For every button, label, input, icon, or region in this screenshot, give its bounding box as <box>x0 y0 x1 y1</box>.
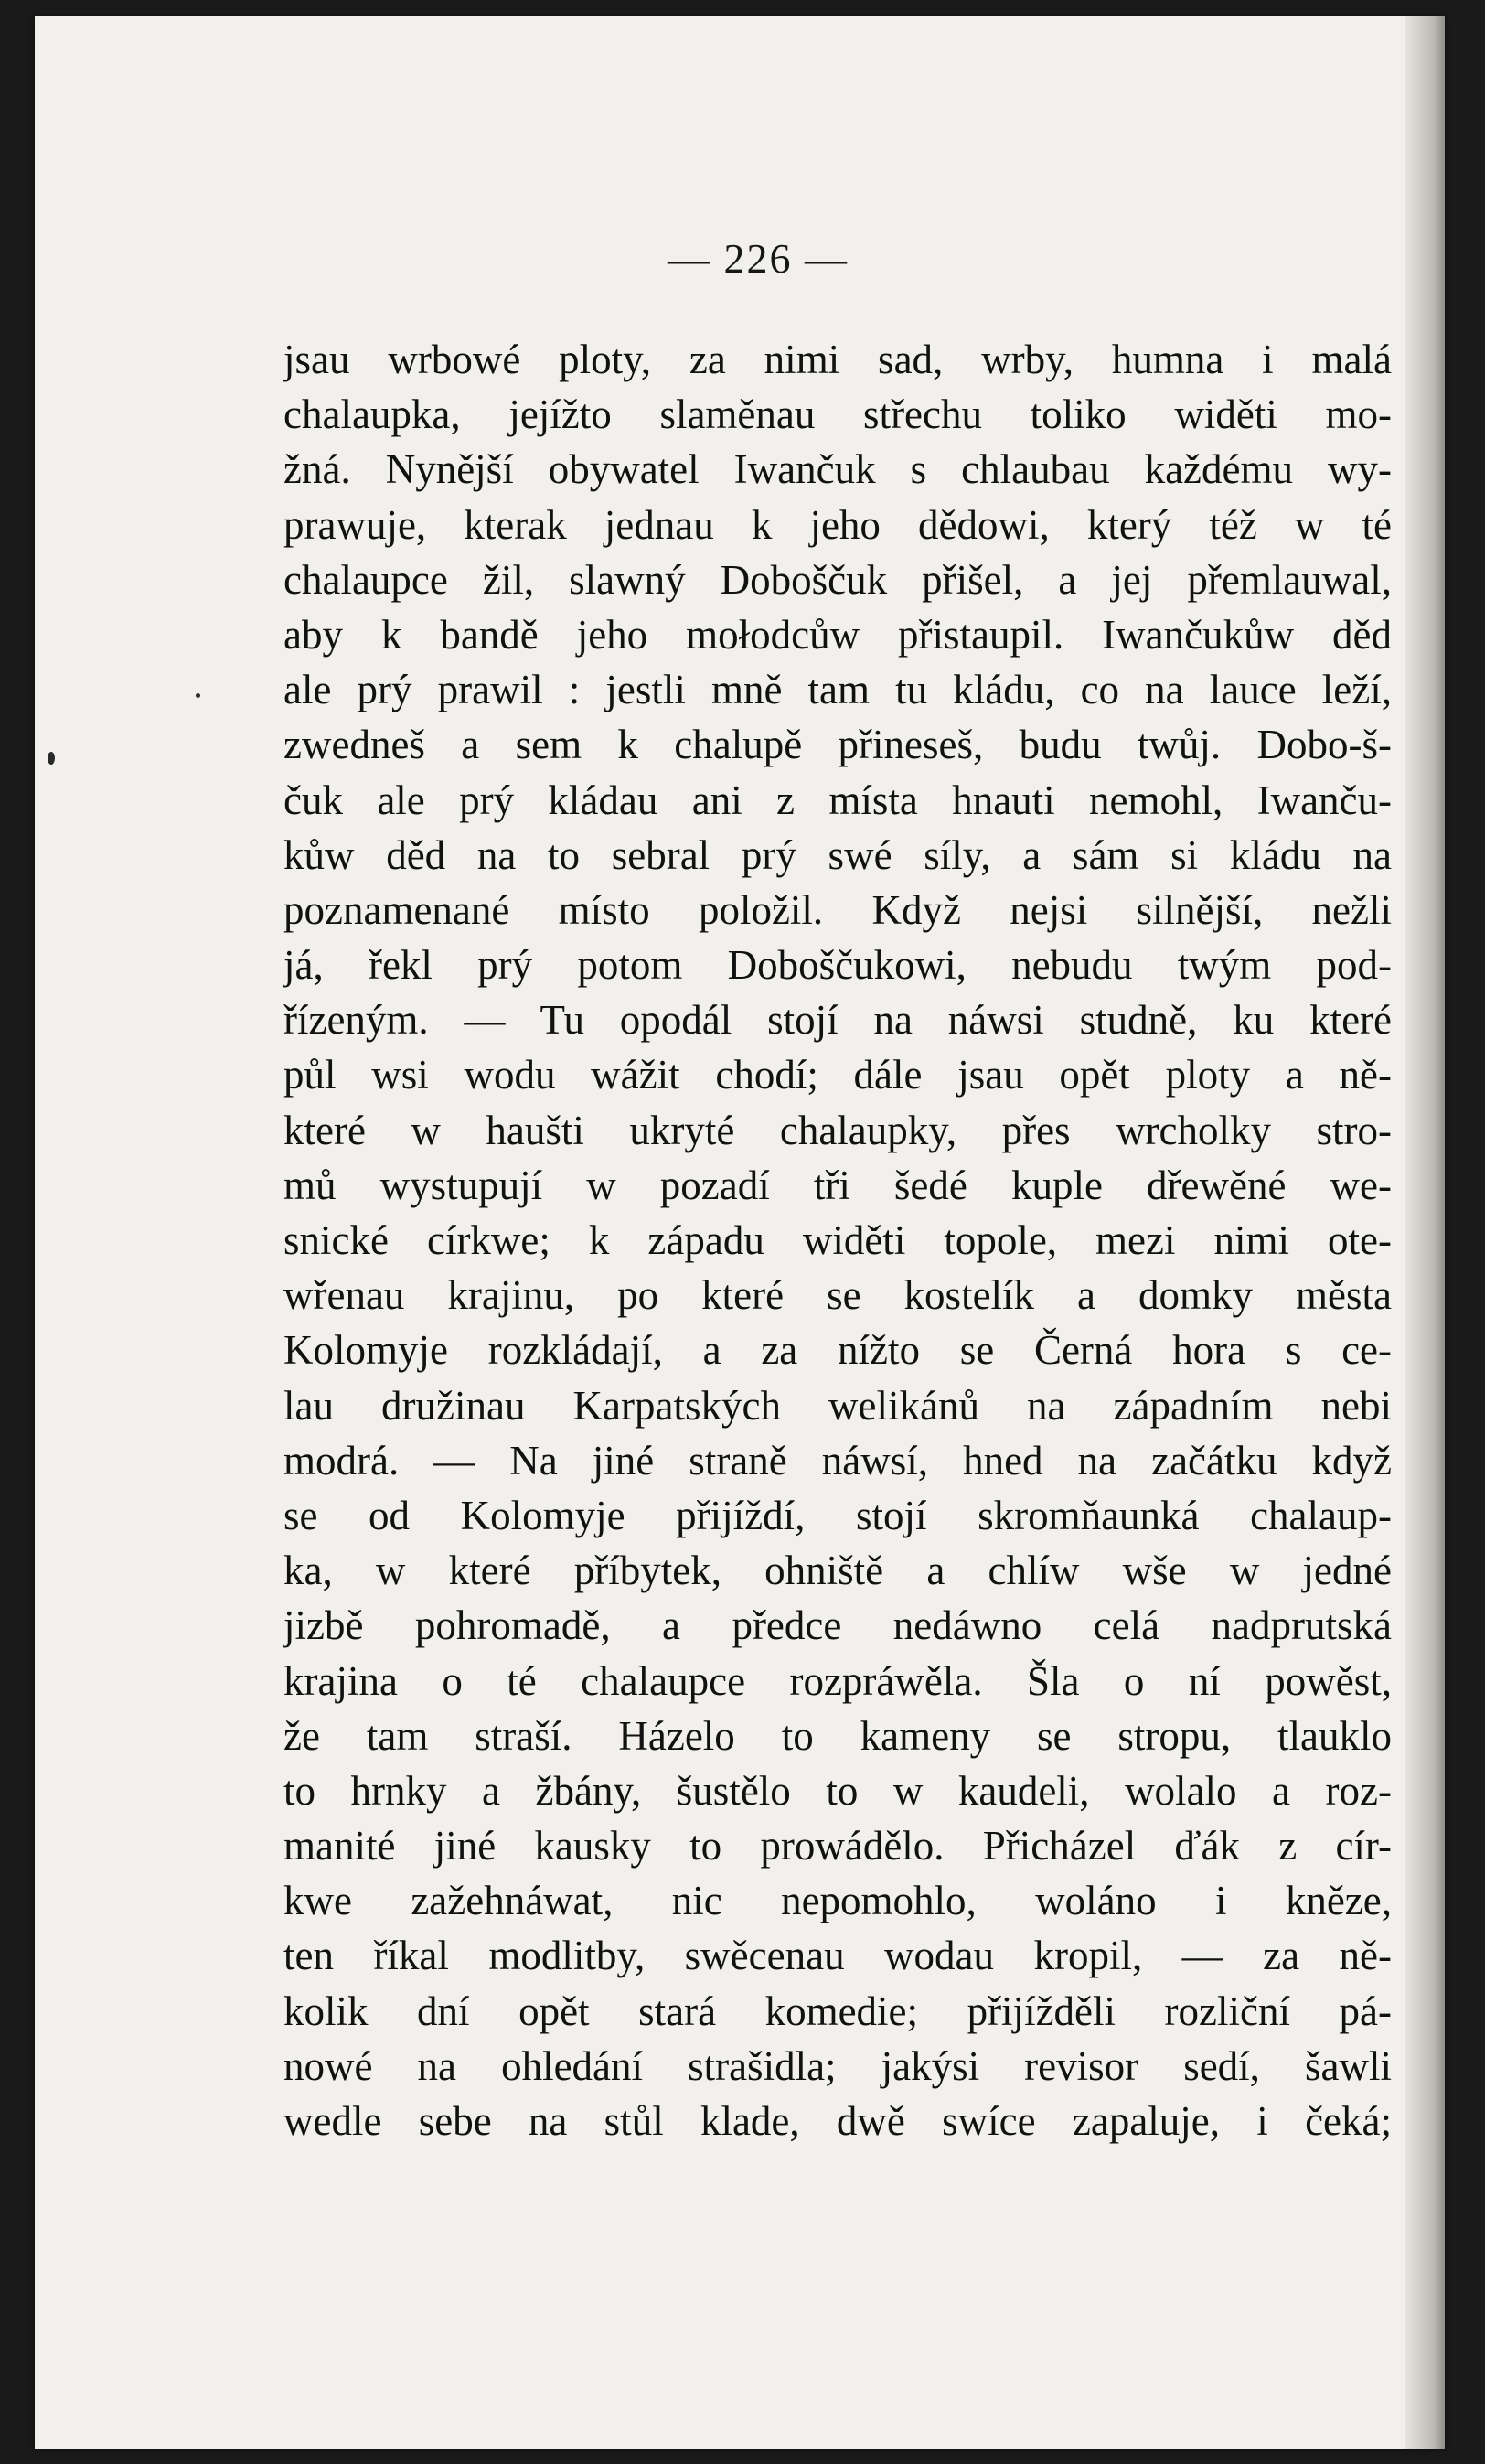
text-line: jsau wrbowé ploty, za nimi sad, wrby, humna i malá <box>283 337 1392 382</box>
text-line: mů wystupují w pozadí tři šedé kuple dřewěné we- <box>283 1162 1392 1208</box>
text-line: čuk ale prý kládau ani z místa hnauti nemohl, Iwanču- <box>283 777 1392 823</box>
text-line: wřenau krajinu, po které se kostelík a domky města <box>283 1272 1392 1319</box>
text-line: wedle sebe na stůl klade, dwě swíce zapaluje, i čeká; <box>283 2098 1392 2144</box>
text-line: kůw děd na to sebral prý swé síly, a sám si kládu na <box>283 831 1392 878</box>
text-line: půl wsi wodu wážit chodí; dále jsau opět ploty a ně- <box>283 1052 1392 1098</box>
text-line: chalaupka, jejížto slaměnau střechu toliko widěti mo- <box>283 391 1392 438</box>
text-line: snické církwe; k západu widěti topole, mezi nimi ote- <box>283 1217 1392 1263</box>
text-line: chalaupce žil, slawný Doboščuk přišel, a jej přemlauwal, <box>283 556 1392 603</box>
text-line: jizbě pohromadě, a předce nedáwno celá nadprutská <box>283 1602 1392 1649</box>
ink-speck <box>48 752 55 765</box>
page-number: — 226 — <box>668 235 849 282</box>
page-edge-shadow <box>1405 16 1445 2449</box>
text-line: to hrnky a žbány, šustělo to w kaudeli, wolalo a roz- <box>283 1767 1392 1814</box>
text-line: ale prý prawil : jestli mně tam tu kládu, co na lauce leží, <box>283 667 1392 713</box>
text-line: aby k bandě jeho mołodcůw přistaupil. Iwančukůw děd <box>283 611 1392 658</box>
text-line: poznamenané místo položil. Když nejsi silnější, nežli <box>283 886 1392 933</box>
book-page <box>35 16 1445 2449</box>
text-line: krajina o té chalaupce rozpráwěla. Šla o ní powěst, <box>283 1657 1392 1704</box>
text-line: ka, w které příbytek, ohniště a chlíw wše w jedné <box>283 1548 1392 1594</box>
text-line: zwedneš a sem k chalupě přineseš, budu twůj. Dobo-š- <box>283 722 1392 768</box>
text-line: žná. Nynější obywatel Iwančuk s chlaubau každému wy- <box>283 446 1392 493</box>
text-line: řízeným. — Tu opodál stojí na náwsi studně, ku které <box>283 997 1392 1044</box>
text-line: modrá. — Na jiné straně náwsí, hned na začátku když <box>283 1437 1392 1484</box>
text-line: lau družinau Karpatských welikánů na západním nebi <box>283 1382 1392 1429</box>
text-line: kwe zažehnáwat, nic nepomohlo, woláno i kněze, <box>283 1878 1392 1924</box>
text-line: já, řekl prý potom Doboščukowi, nebudu twým pod- <box>283 942 1392 989</box>
ink-speck <box>196 693 200 698</box>
text-line: ten říkal modlitby, swěcenau wodau kropil, — za ně- <box>283 1933 1392 1979</box>
text-line: které w haušti ukryté chalaupky, přes wrcholky stro- <box>283 1107 1392 1153</box>
text-line: manité jiné kausky to prowádělo. Přicházel ďák z cír- <box>283 1823 1392 1869</box>
text-line: kolik dní opět stará komedie; přijížděli rozliční pá- <box>283 1987 1392 2034</box>
text-line: Kolomyje rozkládají, a za nížto se Černá hora s ce- <box>283 1327 1392 1374</box>
text-line: nowé na ohledání strašidla; jakýsi revisor sedí, šawli <box>283 2042 1392 2089</box>
text-line: že tam straší. Házelo to kameny se stropu, tlauklo <box>283 1712 1392 1759</box>
body-text <box>283 332 1392 2148</box>
text-line: se od Kolomyje přijíždí, stojí skromňaunká chalaup- <box>283 1492 1392 1538</box>
text-line: prawuje, kterak jednau k jeho dědowi, který též w té <box>283 501 1392 548</box>
